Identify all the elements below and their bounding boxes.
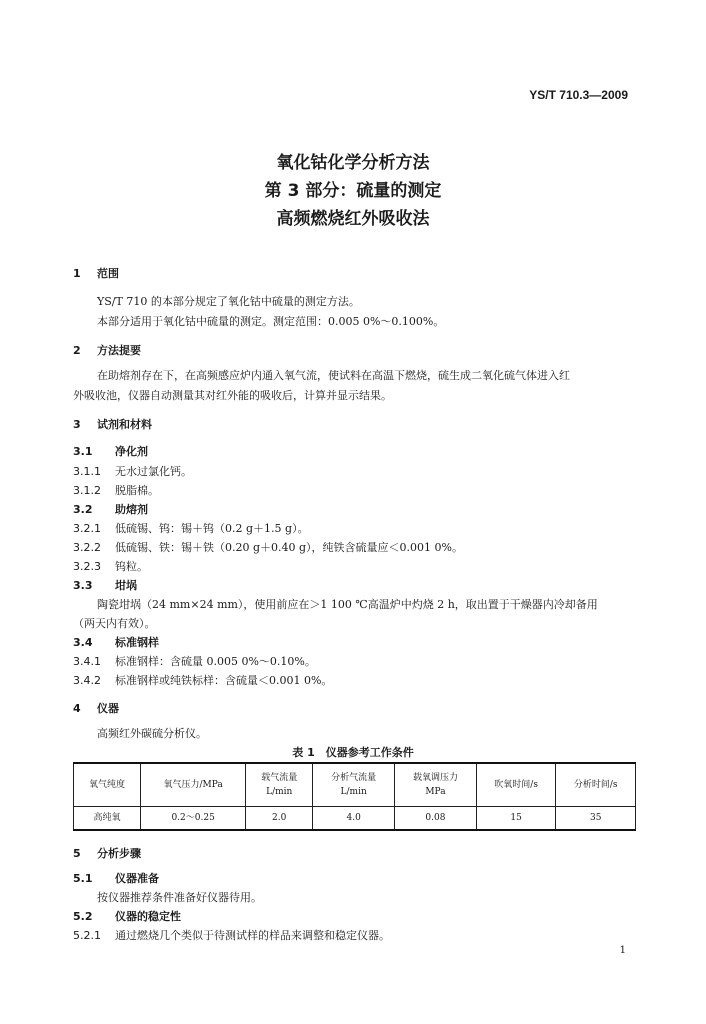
paragraph: 外吸收池，仪器自动测量其对红外能的吸收后，计算并显示结果。 (73, 389, 392, 402)
clause-title: 净化剂 (115, 445, 148, 458)
clause-title: 标准钢样 (115, 636, 159, 649)
paragraph: 高频红外碳硫分析仪。 (97, 727, 207, 740)
table-row (74, 807, 636, 831)
header-text: 氧气压力/MPa (163, 780, 223, 790)
clause-3-4-1 (73, 653, 316, 669)
clause-text: 标准钢样或纯铁标样：含硫量＜0.001 0%。 (115, 674, 333, 687)
header-text: 分析气流量 (331, 773, 377, 783)
clause-number: 3.2.1 (73, 522, 101, 535)
paragraph: YS/T 710 的本部分规定了氧化钴中硫量的测定方法。 (97, 295, 360, 308)
clause-number: 3.1.1 (73, 465, 101, 478)
section-4-heading (73, 700, 119, 716)
clause-title: 坩埚 (115, 579, 137, 592)
clause-title: 仪器的稳定性 (115, 910, 181, 923)
table-cell: 15 (476, 807, 556, 831)
header-unit: L/min (266, 787, 293, 797)
table-cell: 2.0 (246, 807, 313, 831)
clause-number: 3.4.2 (73, 674, 101, 687)
clause-number: 3.2.3 (73, 560, 101, 573)
table-header-cell (476, 763, 556, 807)
section-number: 3 (73, 418, 81, 431)
paragraph: （两天内有效）。 (73, 617, 156, 630)
section-1-heading (73, 265, 119, 281)
table-header-row (74, 763, 636, 807)
section-title: 仪器 (97, 702, 119, 715)
section-number: 4 (73, 702, 81, 715)
table-header-cell (74, 763, 141, 807)
clause-text: 低硫锡、钨：锡＋钨（0.2 g＋1.5 g）。 (115, 522, 309, 535)
table-cell: 0.2～0.25 (141, 807, 246, 831)
section-2-heading (73, 342, 141, 358)
clause-3-4-2 (73, 672, 332, 688)
standard-code: YS/T 710.3—2009 (529, 88, 628, 102)
header-text: 载气流量 (261, 773, 298, 783)
document-title-line3: 高频燃烧红外吸收法 (276, 209, 430, 229)
clause-text: 低硫锡、铁：锡＋铁（0.20 g＋0.40 g），纯铁含硫量应＜0.001 0%。 (115, 541, 463, 554)
clause-3-2-2 (73, 539, 463, 555)
clause-text: 无水过氯化钙。 (115, 465, 192, 478)
table-header-cell (141, 763, 246, 807)
paragraph: 陶瓷坩埚（24 mm×24 mm），使用前应在＞1 100 ℃高温炉中灼烧 2 h，取出置于干燥器内冷却备用 (97, 598, 598, 611)
page-number: 1 (619, 945, 626, 956)
section-title: 试剂和材料 (97, 418, 152, 431)
clause-3-1 (73, 443, 148, 459)
clause-3-1-2 (73, 482, 159, 498)
paragraph: 按仪器推荐条件准备好仪器待用。 (97, 891, 262, 904)
clause-number: 3.1.2 (73, 484, 101, 497)
clause-number: 5.2 (73, 910, 93, 923)
paragraph: 本部分适用于氧化钴中硫量的测定。测定范围：0.005 0%～0.100%。 (97, 315, 445, 328)
paragraph: 在助熔剂存在下，在高频感应炉内通入氧气流，使试料在高温下燃烧，硫生成二氧化硫气体进入红 (97, 369, 570, 382)
table-caption: 表 1 仪器参考工作条件 (292, 746, 414, 759)
table-cell: 4.0 (313, 807, 395, 831)
clause-title: 仪器准备 (115, 872, 159, 885)
section-number: 2 (73, 344, 81, 357)
clause-3-2-3 (73, 558, 148, 574)
clause-3-3 (73, 577, 137, 593)
section-3-heading (73, 416, 152, 432)
table-header-cell (313, 763, 395, 807)
clause-3-2-1 (73, 520, 309, 536)
header-text: 分析时间/s (573, 780, 618, 790)
clause-number: 5.1 (73, 872, 93, 885)
clause-text: 钨粒。 (115, 560, 148, 573)
clause-number: 3.4.1 (73, 655, 101, 668)
section-title: 分析步骤 (97, 847, 141, 860)
table-header-cell (246, 763, 313, 807)
clause-5-2 (73, 908, 181, 924)
clause-number: 3.4 (73, 636, 93, 649)
instrument-conditions-table (73, 762, 636, 831)
clause-3-1-1 (73, 463, 192, 479)
table-cell: 高纯氧 (74, 807, 141, 831)
header-unit: MPa (425, 787, 446, 797)
header-unit: L/min (340, 787, 367, 797)
clause-number: 3.1 (73, 445, 93, 458)
section-title: 范围 (97, 267, 119, 280)
header-text: 载氧调压力 (412, 773, 458, 783)
clause-3-2 (73, 501, 148, 517)
section-number: 5 (73, 847, 81, 860)
clause-title: 助熔剂 (115, 503, 148, 516)
clause-number: 3.2.2 (73, 541, 101, 554)
clause-text: 通过燃烧几个类似于待测试样的样品来调整和稳定仪器。 (115, 929, 390, 942)
section-5-heading (73, 845, 141, 861)
clause-5-1 (73, 870, 159, 886)
clause-number: 5.2.1 (73, 929, 101, 942)
document-title-line2: 第 3 部分：硫量的测定 (264, 181, 442, 201)
clause-text: 脱脂棉。 (115, 484, 159, 497)
section-title: 方法提要 (97, 344, 141, 357)
table-cell: 35 (556, 807, 636, 831)
section-number: 1 (73, 267, 81, 280)
clause-text: 标准钢样：含硫量 0.005 0%～0.10%。 (115, 655, 316, 668)
table-header-cell (395, 763, 477, 807)
header-text: 吹氧时间/s (494, 780, 538, 790)
header-text: 氧气纯度 (89, 780, 126, 790)
clause-number: 3.2 (73, 503, 93, 516)
table-cell: 0.08 (395, 807, 477, 831)
clause-3-4 (73, 634, 159, 650)
clause-5-2-1 (73, 927, 390, 943)
document-title-line1: 氧化钴化学分析方法 (276, 153, 430, 173)
table-header-cell (556, 763, 636, 807)
clause-number: 3.3 (73, 579, 93, 592)
